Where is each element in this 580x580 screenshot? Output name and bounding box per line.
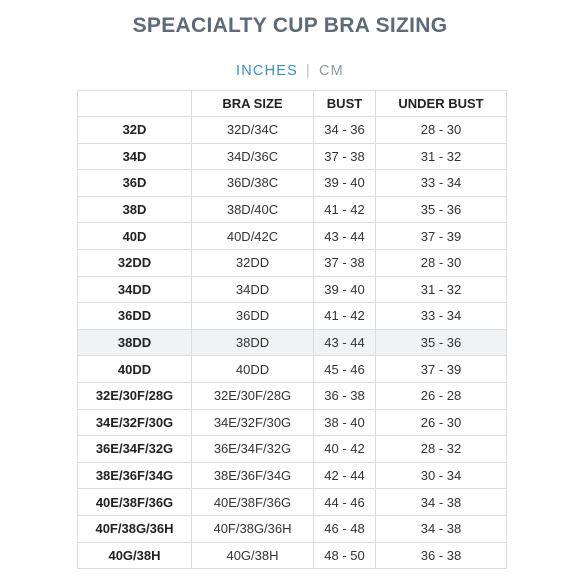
header-bust: BUST xyxy=(314,91,376,117)
row-size-cell: 40DD xyxy=(78,356,192,383)
row-bust-cell: 34 - 36 xyxy=(314,117,376,144)
row-bust-cell: 43 - 44 xyxy=(314,329,376,356)
row-size-cell: 32DD xyxy=(78,249,192,276)
table-row xyxy=(78,382,507,409)
size-chart-table xyxy=(77,90,507,569)
table-row xyxy=(78,196,507,223)
unit-inches-tab[interactable]: INCHES xyxy=(236,63,299,79)
table-row xyxy=(78,223,507,250)
table-body xyxy=(78,117,507,569)
row-size-cell: 36E/34F/32G xyxy=(78,436,192,463)
row-size-cell: 40F/38G/36H xyxy=(78,515,192,542)
row-under-bust-cell: 28 - 32 xyxy=(376,436,507,463)
row-under-bust-cell: 26 - 30 xyxy=(376,409,507,436)
unit-separator: | xyxy=(306,63,311,79)
row-under-bust-cell: 35 - 36 xyxy=(376,329,507,356)
row-under-bust-cell: 37 - 39 xyxy=(376,223,507,250)
row-bra-size-cell: 32DD xyxy=(192,249,314,276)
row-bust-cell: 41 - 42 xyxy=(314,303,376,330)
row-bra-size-cell: 40G/38H xyxy=(192,542,314,569)
table-row xyxy=(78,356,507,383)
table-row xyxy=(78,276,507,303)
row-size-cell: 36D xyxy=(78,170,192,197)
table-row xyxy=(78,409,507,436)
row-under-bust-cell: 31 - 32 xyxy=(376,143,507,170)
table-row xyxy=(78,303,507,330)
row-bra-size-cell: 40E/38F/36G xyxy=(192,489,314,516)
row-bust-cell: 42 - 44 xyxy=(314,462,376,489)
row-size-cell: 40G/38H xyxy=(78,542,192,569)
table-row xyxy=(78,515,507,542)
row-bust-cell: 46 - 48 xyxy=(314,515,376,542)
table-row xyxy=(78,542,507,569)
row-size-cell: 40E/38F/36G xyxy=(78,489,192,516)
row-size-cell: 38DD xyxy=(78,329,192,356)
table-row xyxy=(78,117,507,144)
row-under-bust-cell: 28 - 30 xyxy=(376,249,507,276)
table-row xyxy=(78,462,507,489)
table-row xyxy=(78,436,507,463)
row-bra-size-cell: 40F/38G/36H xyxy=(192,515,314,542)
row-bust-cell: 40 - 42 xyxy=(314,436,376,463)
row-size-cell: 34DD xyxy=(78,276,192,303)
row-size-cell: 34E/32F/30G xyxy=(78,409,192,436)
row-bra-size-cell: 40DD xyxy=(192,356,314,383)
header-bra-size: BRA SIZE xyxy=(192,91,314,117)
row-bust-cell: 48 - 50 xyxy=(314,542,376,569)
row-bra-size-cell: 38DD xyxy=(192,329,314,356)
row-bra-size-cell: 34E/32F/30G xyxy=(192,409,314,436)
row-under-bust-cell: 33 - 34 xyxy=(376,303,507,330)
row-under-bust-cell: 26 - 28 xyxy=(376,382,507,409)
header-under-bust: UNDER BUST xyxy=(376,91,507,117)
table-row xyxy=(78,143,507,170)
row-size-cell: 32E/30F/28G xyxy=(78,382,192,409)
row-size-cell: 38D xyxy=(78,196,192,223)
table-row xyxy=(78,249,507,276)
row-bra-size-cell: 34DD xyxy=(192,276,314,303)
row-under-bust-cell: 35 - 36 xyxy=(376,196,507,223)
row-under-bust-cell: 37 - 39 xyxy=(376,356,507,383)
row-bra-size-cell: 38E/36F/34G xyxy=(192,462,314,489)
row-under-bust-cell: 31 - 32 xyxy=(376,276,507,303)
page-title: SPEACIALTY CUP BRA SIZING xyxy=(132,14,448,37)
row-bra-size-cell: 32D/34C xyxy=(192,117,314,144)
row-size-cell: 32D xyxy=(78,117,192,144)
row-bra-size-cell: 36E/34F/32G xyxy=(192,436,314,463)
row-bust-cell: 39 - 40 xyxy=(314,170,376,197)
row-bust-cell: 41 - 42 xyxy=(314,196,376,223)
row-under-bust-cell: 34 - 38 xyxy=(376,515,507,542)
row-size-cell: 40D xyxy=(78,223,192,250)
unit-toggle xyxy=(0,63,580,79)
row-bra-size-cell: 32E/30F/28G xyxy=(192,382,314,409)
row-under-bust-cell: 28 - 30 xyxy=(376,117,507,144)
header-size xyxy=(78,91,192,117)
row-bust-cell: 36 - 38 xyxy=(314,382,376,409)
row-bust-cell: 44 - 46 xyxy=(314,489,376,516)
row-bust-cell: 43 - 44 xyxy=(314,223,376,250)
table-row xyxy=(78,489,507,516)
row-bust-cell: 45 - 46 xyxy=(314,356,376,383)
row-bust-cell: 37 - 38 xyxy=(314,143,376,170)
row-bra-size-cell: 34D/36C xyxy=(192,143,314,170)
table-row xyxy=(78,170,507,197)
row-bra-size-cell: 38D/40C xyxy=(192,196,314,223)
table-row xyxy=(78,329,507,356)
row-under-bust-cell: 30 - 34 xyxy=(376,462,507,489)
row-size-cell: 38E/36F/34G xyxy=(78,462,192,489)
row-bra-size-cell: 40D/42C xyxy=(192,223,314,250)
row-under-bust-cell: 33 - 34 xyxy=(376,170,507,197)
row-bust-cell: 39 - 40 xyxy=(314,276,376,303)
row-under-bust-cell: 36 - 38 xyxy=(376,542,507,569)
row-size-cell: 36DD xyxy=(78,303,192,330)
table-header-row xyxy=(78,91,507,117)
row-bust-cell: 37 - 38 xyxy=(314,249,376,276)
row-bra-size-cell: 36DD xyxy=(192,303,314,330)
row-size-cell: 34D xyxy=(78,143,192,170)
row-bust-cell: 38 - 40 xyxy=(314,409,376,436)
row-under-bust-cell: 34 - 38 xyxy=(376,489,507,516)
row-bra-size-cell: 36D/38C xyxy=(192,170,314,197)
unit-cm-tab[interactable]: CM xyxy=(319,63,344,79)
